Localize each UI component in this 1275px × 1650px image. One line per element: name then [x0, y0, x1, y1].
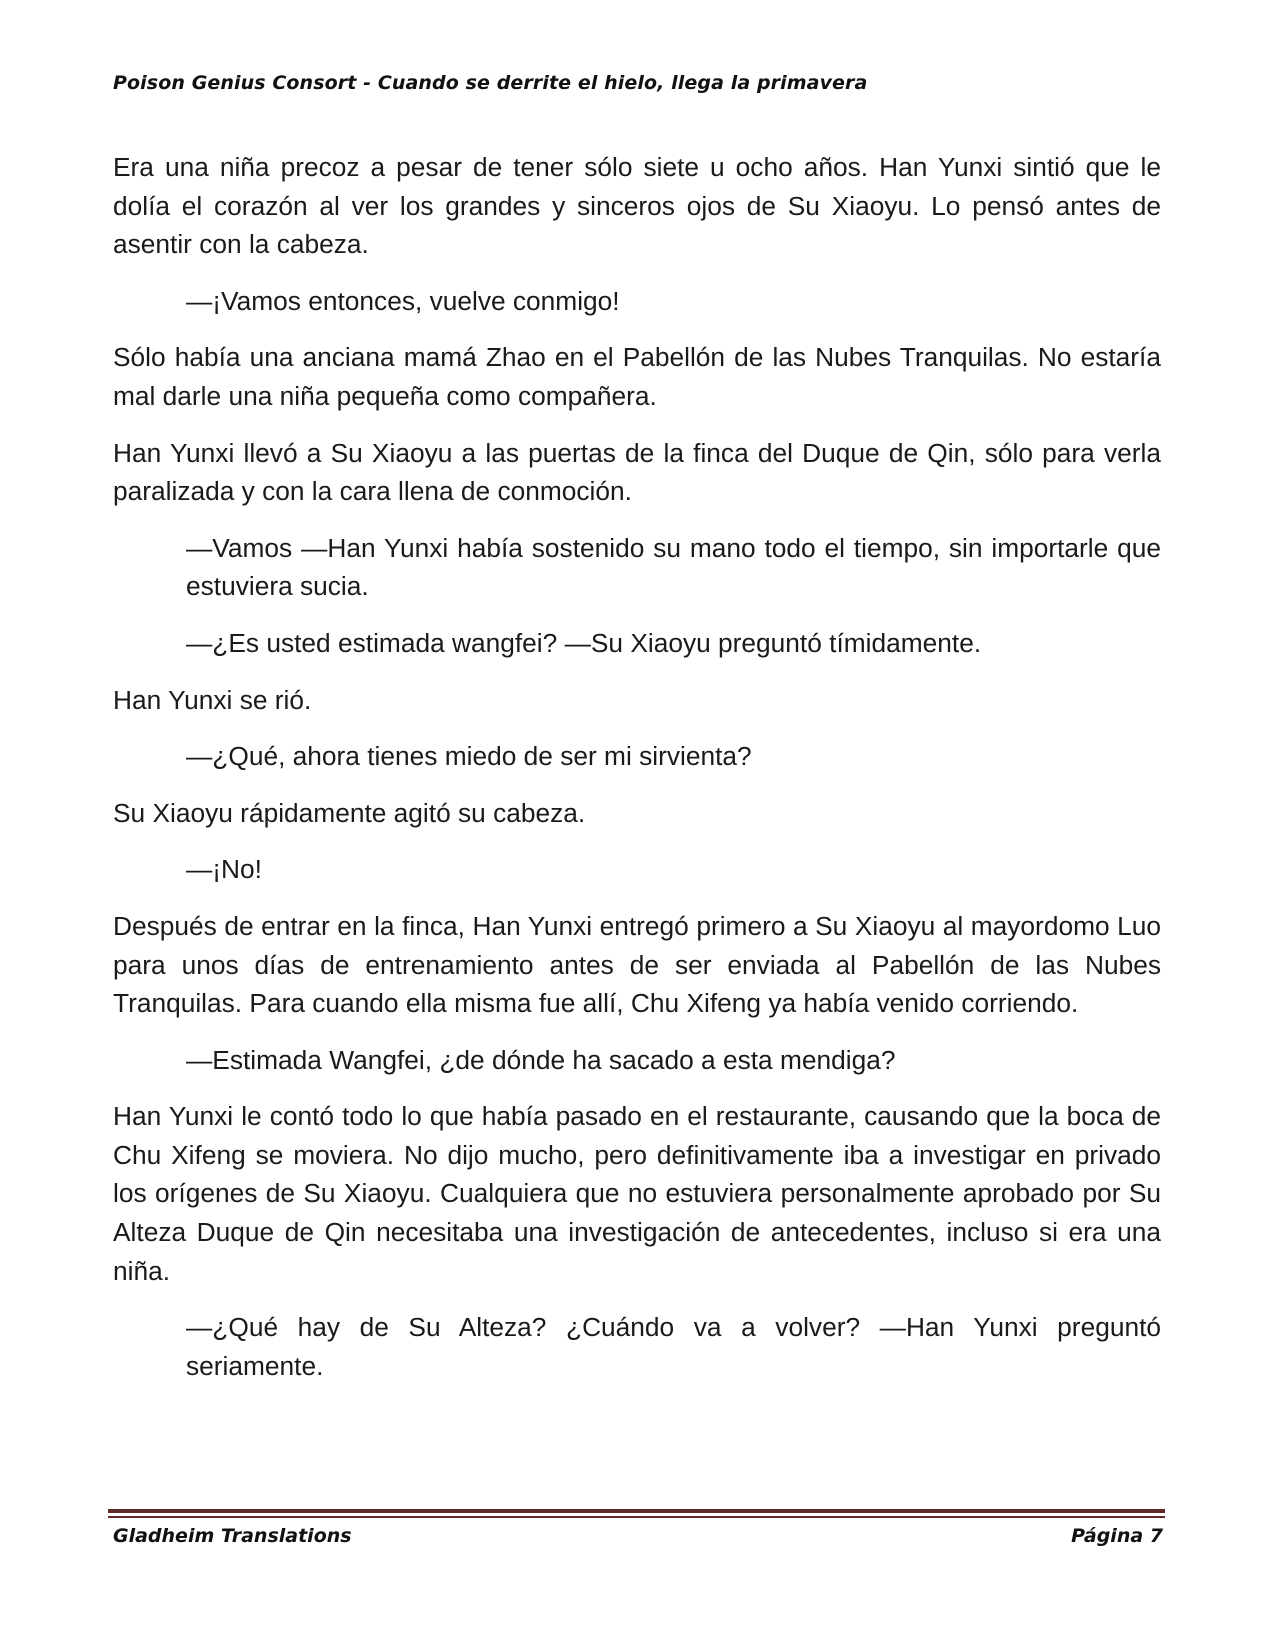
footer-page-number: Página 7	[1071, 1525, 1163, 1547]
dialogue-paragraph: —¡No!	[186, 854, 262, 885]
footer-divider-thick	[108, 1509, 1165, 1513]
footer-publisher: Gladheim Translations	[113, 1525, 352, 1547]
paragraph: Su Xiaoyu rápidamente agitó su cabeza.	[113, 797, 586, 828]
page-header-title: Poison Genius Consort - Cuando se derrite el hielo, llega la primavera	[113, 72, 868, 94]
footer-divider-thin	[108, 1516, 1165, 1518]
paragraph: Han Yunxi llevó a Su Xiaoyu a las puertas de la finca del Duque de Qin, sólo para verla paralizada y con la cara llena de conmoción.	[113, 437, 1161, 507]
paragraph: Después de entrar en la finca, Han Yunxi entregó primero a Su Xiaoyu al mayordomo Luo para unos días de entrenamiento antes de ser enviada al Pabellón de las Nubes Tranquilas. Para cuando ella misma fue allí, Chu Xifeng ya había venido corriendo.	[113, 910, 1161, 1019]
dialogue-paragraph: —Estimada Wangfei, ¿de dónde ha sacado a esta mendiga?	[186, 1044, 896, 1075]
dialogue-paragraph: —¡Vamos entonces, vuelve conmigo!	[186, 285, 620, 316]
dialogue-paragraph: —¿Qué, ahora tienes miedo de ser mi sirvienta?	[186, 741, 752, 772]
paragraph: Han Yunxi le contó todo lo que había pasado en el restaurante, causando que la boca de Chu Xifeng se moviera. No dijo mucho, pero definitivamente iba a investigar en privado los orígenes de Su Xiaoyu. Cualquiera que no estuviera personalmente aprobado por Su Alteza Duque de Qin necesitaba una investigación de antecedentes, incluso si era una niña.	[113, 1101, 1161, 1286]
dialogue-paragraph: —¿Es usted estimada wangfei? —Su Xiaoyu preguntó tímidamente.	[186, 627, 982, 658]
dialogue-paragraph: —Vamos —Han Yunxi había sostenido su mano todo el tiempo, sin importarle que estuviera sucia.	[186, 532, 1161, 602]
document-body	[113, 148, 1161, 1403]
dialogue-paragraph: —¿Qué hay de Su Alteza? ¿Cuándo va a volver? —Han Yunxi preguntó seriamente.	[186, 1312, 1161, 1381]
paragraph: Han Yunxi se rió.	[113, 684, 312, 715]
paragraph: Era una niña precoz a pesar de tener sólo siete u ocho años. Han Yunxi sintió que le dolía el corazón al ver los grandes y sinceros ojos de Su Xiaoyu. Lo pensó antes de asentir con la cabeza.	[113, 152, 1161, 260]
paragraph: Sólo había una anciana mamá Zhao en el Pabellón de las Nubes Tranquilas. No estaría mal darle una niña pequeña como compañera.	[113, 342, 1161, 411]
